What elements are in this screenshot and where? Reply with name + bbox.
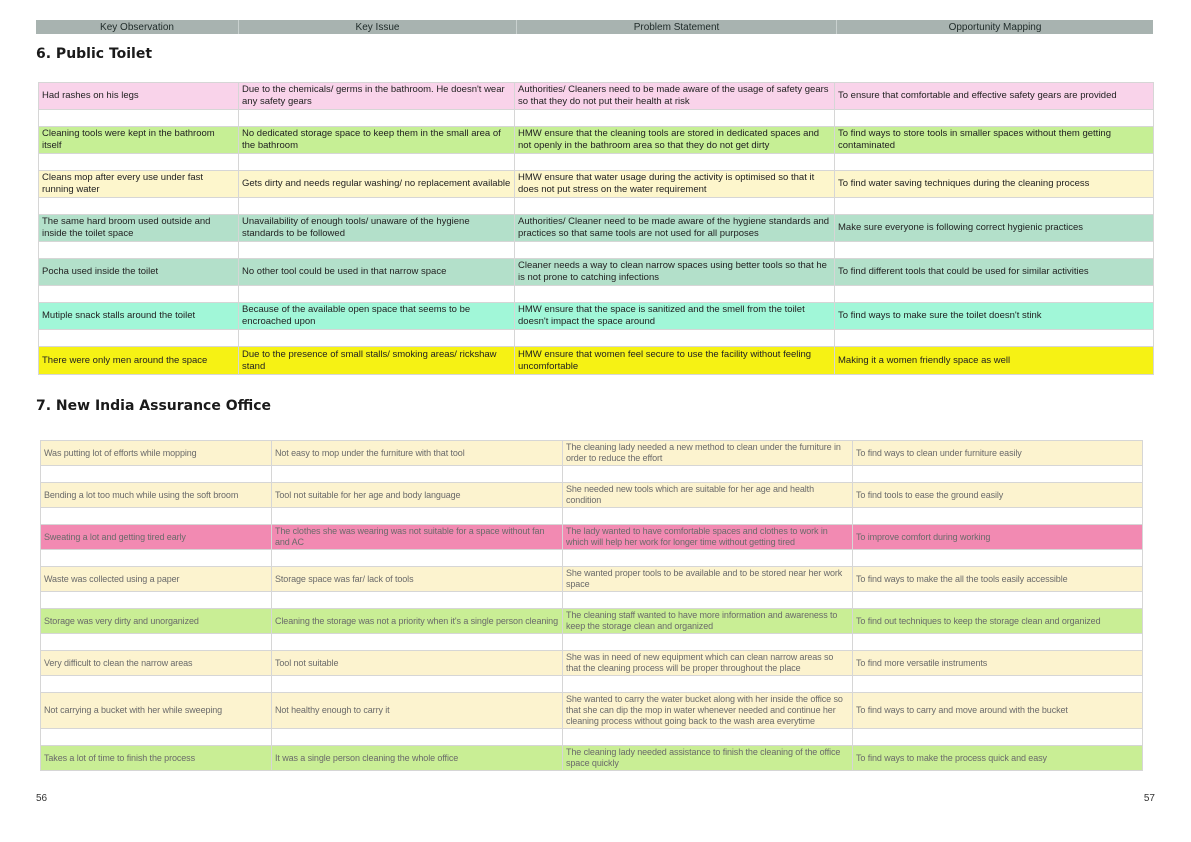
spacer-cell (39, 198, 239, 215)
cell-issue: It was a single person cleaning the whole office (272, 746, 563, 771)
spacer-row (41, 729, 1143, 746)
spacer-cell (41, 634, 272, 651)
cell-issue: Cleaning the storage was not a priority when it's a single person cleaning (272, 609, 563, 634)
table-row (41, 483, 1143, 508)
cell-observation: Very difficult to clean the narrow areas (41, 651, 272, 676)
cell-observation: Was putting lot of efforts while mopping (41, 441, 272, 466)
cell-opportunity: Make sure everyone is following correct hygienic practices (835, 215, 1154, 242)
cell-observation: Takes a lot of time to finish the process (41, 746, 272, 771)
cell-observation: Waste was collected using a paper (41, 567, 272, 592)
cell-problem: She needed new tools which are suitable for her age and health condition (563, 483, 853, 508)
spacer-row (39, 110, 1154, 127)
spacer-cell (272, 729, 563, 746)
table-row (41, 651, 1143, 676)
cell-opportunity: To find different tools that could be used for similar activities (835, 259, 1154, 286)
spacer-cell (563, 592, 853, 609)
spacer-cell (835, 286, 1154, 303)
spacer-cell (39, 330, 239, 347)
section-title-public-toilet: 6. Public Toilet (36, 46, 153, 62)
spacer-cell (563, 634, 853, 651)
cell-observation: Had rashes on his legs (39, 83, 239, 110)
spacer-cell (515, 198, 835, 215)
cell-problem: She was in need of new equipment which can clean narrow areas so that the cleaning process will be proper throughout the place (563, 651, 853, 676)
cell-opportunity: To find water saving techniques during the cleaning process (835, 171, 1154, 198)
cell-issue: The clothes she was wearing was not suitable for a space without fan and AC (272, 525, 563, 550)
cell-opportunity: To find ways to store tools in smaller spaces without them getting contaminated (835, 127, 1154, 154)
cell-observation: Storage was very dirty and unorganized (41, 609, 272, 634)
table-row (41, 567, 1143, 592)
spacer-cell (835, 330, 1154, 347)
table-row (41, 609, 1143, 634)
spacer-cell (835, 242, 1154, 259)
assurance-office-table (40, 440, 1142, 771)
cell-observation: Pocha used inside the toilet (39, 259, 239, 286)
table-row (41, 746, 1143, 771)
spacer-row (41, 550, 1143, 567)
spacer-cell (272, 508, 563, 525)
page-number-left: 56 (36, 793, 48, 804)
spacer-row (41, 676, 1143, 693)
cell-opportunity: To find ways to make sure the toilet doesn't stink (835, 303, 1154, 330)
spacer-row (39, 242, 1154, 259)
spacer-cell (515, 154, 835, 171)
cell-issue: Due to the chemicals/ germs in the bathroom. He doesn't wear any safety gears (239, 83, 515, 110)
cell-observation: Bending a lot too much while using the soft broom (41, 483, 272, 508)
spacer-cell (41, 676, 272, 693)
header-key-observation: Key Observation (36, 20, 239, 34)
cell-issue: Tool not suitable for her age and body language (272, 483, 563, 508)
assurance-office-rows (41, 441, 1143, 771)
cell-observation: Cleaning tools were kept in the bathroom itself (39, 127, 239, 154)
cell-problem: She wanted proper tools to be available and to be stored near her work space (563, 567, 853, 592)
cell-issue: Because of the available open space that seems to be encroached upon (239, 303, 515, 330)
cell-opportunity: To find ways to make the all the tools easily accessible (853, 567, 1143, 592)
cell-opportunity: To find ways to clean under furniture easily (853, 441, 1143, 466)
table-row (41, 525, 1143, 550)
cell-observation: Cleans mop after every use under fast running water (39, 171, 239, 198)
spacer-cell (853, 592, 1143, 609)
spacer-cell (853, 634, 1143, 651)
cell-opportunity: To find ways to carry and move around with the bucket (853, 693, 1143, 729)
table-row (41, 441, 1143, 466)
cell-issue: Not healthy enough to carry it (272, 693, 563, 729)
cell-problem: The cleaning staff wanted to have more information and awareness to keep the storage clean and organized (563, 609, 853, 634)
page-number-right: 57 (1143, 793, 1155, 804)
spacer-cell (853, 676, 1143, 693)
header-problem-statement: Problem Statement (517, 20, 837, 34)
cell-opportunity: To find tools to ease the ground easily (853, 483, 1143, 508)
spacer-cell (41, 592, 272, 609)
cell-problem: The lady wanted to have comfortable spaces and clothes to work in which will help her work for longer time without getting tired (563, 525, 853, 550)
table-row (39, 215, 1154, 242)
spacer-cell (515, 286, 835, 303)
cell-opportunity: To ensure that comfortable and effective safety gears are provided (835, 83, 1154, 110)
cell-problem: HMW ensure that the cleaning tools are stored in dedicated spaces and not openly in the bathroom area so that they do not get dirty (515, 127, 835, 154)
public-toilet-table (38, 82, 1153, 375)
spacer-cell (41, 550, 272, 567)
cell-observation: There were only men around the space (39, 347, 239, 375)
spacer-cell (515, 110, 835, 127)
cell-issue: Gets dirty and needs regular washing/ no replacement available (239, 171, 515, 198)
spacer-cell (835, 110, 1154, 127)
spacer-cell (853, 466, 1143, 483)
table-row (41, 693, 1143, 729)
header-opportunity-mapping: Opportunity Mapping (948, 21, 1042, 33)
cell-opportunity: To find ways to make the process quick and easy (853, 746, 1143, 771)
spacer-cell (835, 154, 1154, 171)
cell-problem: Authorities/ Cleaners need to be made aware of the usage of safety gears so that they do not put their health at risk (515, 83, 835, 110)
spacer-cell (272, 676, 563, 693)
table-row (39, 303, 1154, 330)
spacer-row (41, 466, 1143, 483)
header-key-issue: Key Issue (239, 20, 517, 34)
spacer-cell (239, 154, 515, 171)
spacer-row (41, 508, 1143, 525)
spacer-cell (272, 466, 563, 483)
spacer-cell (41, 729, 272, 746)
column-header-bar (36, 20, 1153, 34)
table-row (39, 259, 1154, 286)
cell-issue: Not easy to mop under the furniture with that tool (272, 441, 563, 466)
spacer-cell (515, 330, 835, 347)
assurance-office-grid (40, 440, 1143, 771)
spacer-cell (272, 634, 563, 651)
table-row (39, 83, 1154, 110)
spacer-cell (39, 110, 239, 127)
spacer-cell (39, 154, 239, 171)
section-title-new-india-assurance: 7. New India Assurance Office (36, 398, 272, 414)
cell-issue: No other tool could be used in that narrow space (239, 259, 515, 286)
public-toilet-grid (38, 82, 1154, 375)
table-row (39, 171, 1154, 198)
spacer-cell (239, 198, 515, 215)
cell-issue: No dedicated storage space to keep them in the small area of the bathroom (239, 127, 515, 154)
spacer-cell (239, 110, 515, 127)
table-row (39, 127, 1154, 154)
cell-problem: The cleaning lady needed assistance to finish the cleaning of the office space quickly (563, 746, 853, 771)
cell-issue: Tool not suitable (272, 651, 563, 676)
spacer-cell (563, 508, 853, 525)
cell-observation: Mutiple snack stalls around the toilet (39, 303, 239, 330)
spacer-cell (239, 242, 515, 259)
cell-problem: Authorities/ Cleaner need to be made aware of the hygiene standards and practices so that same tools are not used for all purposes (515, 215, 835, 242)
spacer-cell (563, 550, 853, 567)
cell-problem: She wanted to carry the water bucket along with her inside the office so that she can dip the mop in water whenever needed and continue her cleaning process without going back to the wash area everytime (563, 693, 853, 729)
spacer-cell (853, 550, 1143, 567)
cell-opportunity: To find out techniques to keep the storage clean and organized (853, 609, 1143, 634)
table-row (39, 347, 1154, 375)
spacer-cell (515, 242, 835, 259)
spacer-cell (563, 729, 853, 746)
spacer-row (39, 286, 1154, 303)
cell-observation: The same hard broom used outside and inside the toilet space (39, 215, 239, 242)
cell-opportunity: To improve comfort during working (853, 525, 1143, 550)
cell-problem: Cleaner needs a way to clean narrow spaces using better tools so that he is not prone to catching infections (515, 259, 835, 286)
spacer-cell (239, 330, 515, 347)
cell-issue: Storage space was far/ lack of tools (272, 567, 563, 592)
spacer-row (39, 330, 1154, 347)
spacer-row (41, 634, 1143, 651)
spacer-cell (853, 508, 1143, 525)
spacer-row (41, 592, 1143, 609)
spacer-cell (239, 286, 515, 303)
cell-problem: HMW ensure that water usage during the activity is optimised so that it does not put stress on the water requirement (515, 171, 835, 198)
spacer-cell (272, 550, 563, 567)
spacer-row (39, 154, 1154, 171)
cell-observation: Sweating a lot and getting tired early (41, 525, 272, 550)
spacer-cell (39, 242, 239, 259)
cell-problem: HMW ensure that women feel secure to use the facility without feeling uncomfortable (515, 347, 835, 375)
spacer-cell (563, 466, 853, 483)
spacer-cell (41, 466, 272, 483)
cell-problem: HMW ensure that the space is sanitized and the smell from the toilet doesn't impact the space around (515, 303, 835, 330)
spacer-cell (272, 592, 563, 609)
cell-issue: Due to the presence of small stalls/ smoking areas/ rickshaw stand (239, 347, 515, 375)
spacer-cell (835, 198, 1154, 215)
public-toilet-rows (39, 83, 1154, 375)
spacer-cell (41, 508, 272, 525)
spacer-cell (39, 286, 239, 303)
cell-observation: Not carrying a bucket with her while sweeping (41, 693, 272, 729)
cell-opportunity: To find more versatile instruments (853, 651, 1143, 676)
cell-problem: The cleaning lady needed a new method to clean under the furniture in order to reduce the effort (563, 441, 853, 466)
spacer-cell (853, 729, 1143, 746)
spacer-cell (563, 676, 853, 693)
cell-issue: Unavailability of enough tools/ unaware of the hygiene standards to be followed (239, 215, 515, 242)
spacer-row (39, 198, 1154, 215)
cell-opportunity: Making it a women friendly space as well (835, 347, 1154, 375)
